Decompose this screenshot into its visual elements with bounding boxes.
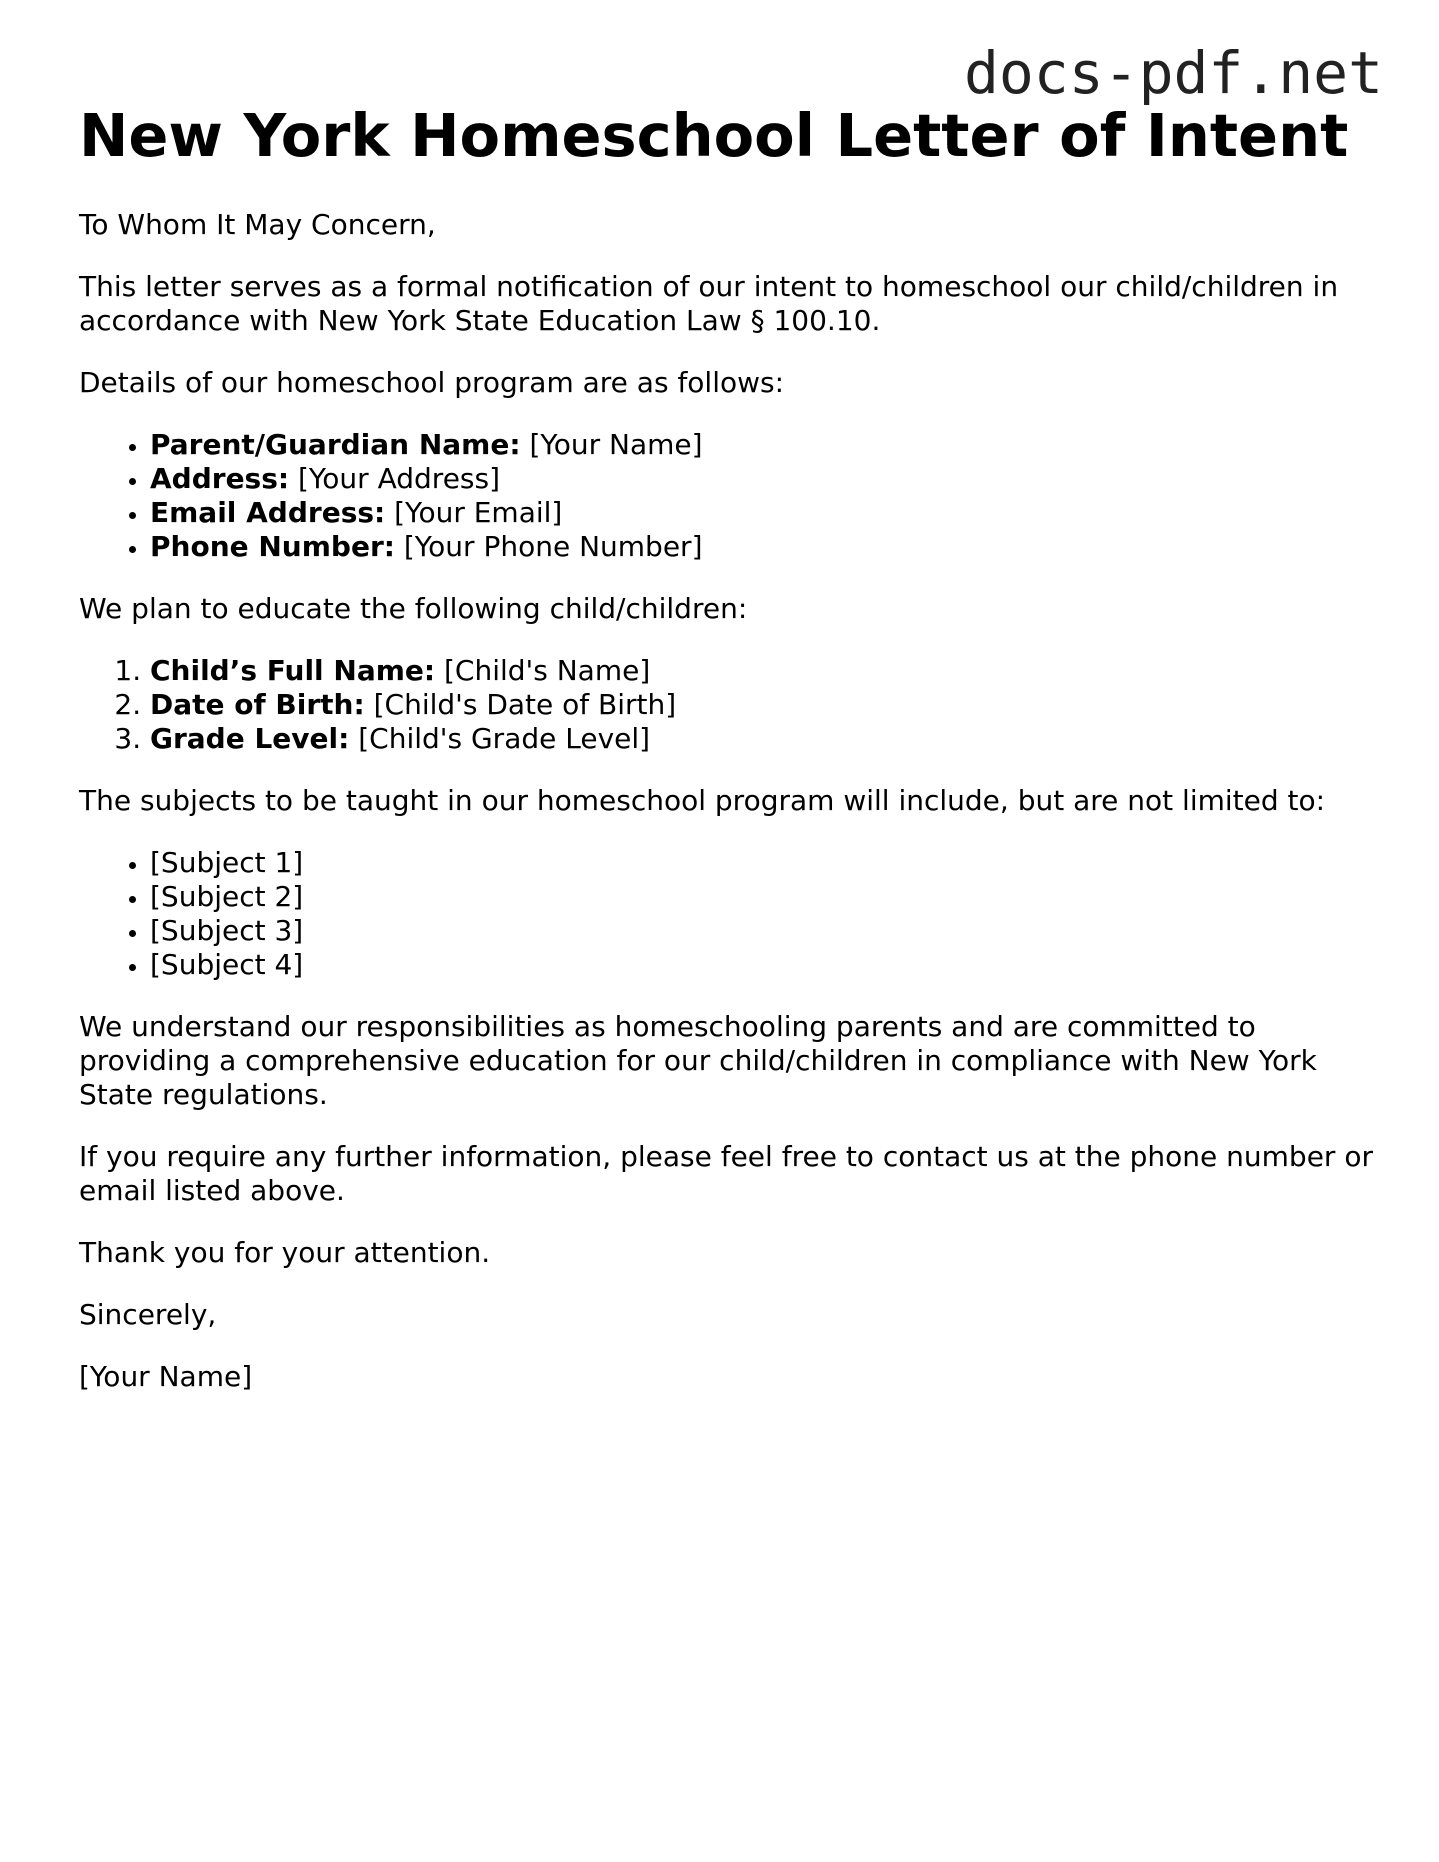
subjects-list [79, 846, 1379, 982]
detail-value: [Child's Name] [435, 654, 651, 687]
parent-details-list [79, 428, 1379, 564]
closing-line: Sincerely, [79, 1298, 217, 1331]
watermark: docs-pdf.net [963, 39, 1383, 107]
detail-value: [Child's Grade Level] [349, 722, 651, 755]
list-item: • [Subject 1] [150, 846, 1379, 880]
list-item [150, 722, 1379, 756]
list-item: • [Subject 3] [150, 914, 1379, 948]
list-item [150, 688, 1379, 722]
detail-label: Parent/Guardian Name: [150, 428, 521, 461]
contact-paragraph: If you require any further information, please feel free to contact us at the phone number or email listed above. [79, 1140, 1373, 1207]
signature-line: [Your Name] [79, 1360, 253, 1393]
detail-label: Grade Level: [150, 722, 350, 755]
detail-label: Email Address: [150, 496, 386, 529]
child-details-list [79, 654, 1379, 756]
detail-label: Child’s Full Name: [150, 654, 436, 687]
list-item [150, 462, 1379, 496]
greeting: To Whom It May Concern, [79, 208, 436, 241]
detail-label: Address: [150, 462, 290, 495]
list-item [150, 496, 1379, 530]
thanks-line: Thank you for your attention. [79, 1236, 491, 1269]
detail-label: Phone Number: [150, 530, 395, 563]
detail-value: [Your Email] [385, 496, 563, 529]
children-heading: We plan to educate the following child/children: [79, 592, 748, 625]
detail-value: [Your Phone Number] [394, 530, 703, 563]
list-item [150, 530, 1379, 564]
letter-body [79, 208, 1379, 1394]
list-item [150, 428, 1379, 462]
detail-value: [Child's Date of Birth] [364, 688, 677, 721]
subjects-heading: The subjects to be taught in our homeschool program will include, but are not limited to: [79, 784, 1326, 817]
list-item [150, 654, 1379, 688]
detail-label: Date of Birth: [150, 688, 365, 721]
details-heading: Details of our homeschool program are as follows: [79, 366, 785, 399]
detail-value: [Your Name] [520, 428, 703, 461]
letter-page [79, 98, 1379, 1394]
commitment-paragraph: We understand our responsibilities as homeschooling parents and are committed to providing a comprehensive education for our child/children in compliance with New York State regulations. [79, 1010, 1317, 1111]
list-item: • [Subject 4] [150, 948, 1379, 982]
page-title: New York Homeschool Letter of Intent [79, 101, 1349, 170]
list-item: • [Subject 2] [150, 880, 1379, 914]
detail-value: [Your Address] [289, 462, 501, 495]
intro-paragraph: This letter serves as a formal notification of our intent to homeschool our child/children in accordance with New York State Education Law § 100.10. [79, 270, 1339, 337]
